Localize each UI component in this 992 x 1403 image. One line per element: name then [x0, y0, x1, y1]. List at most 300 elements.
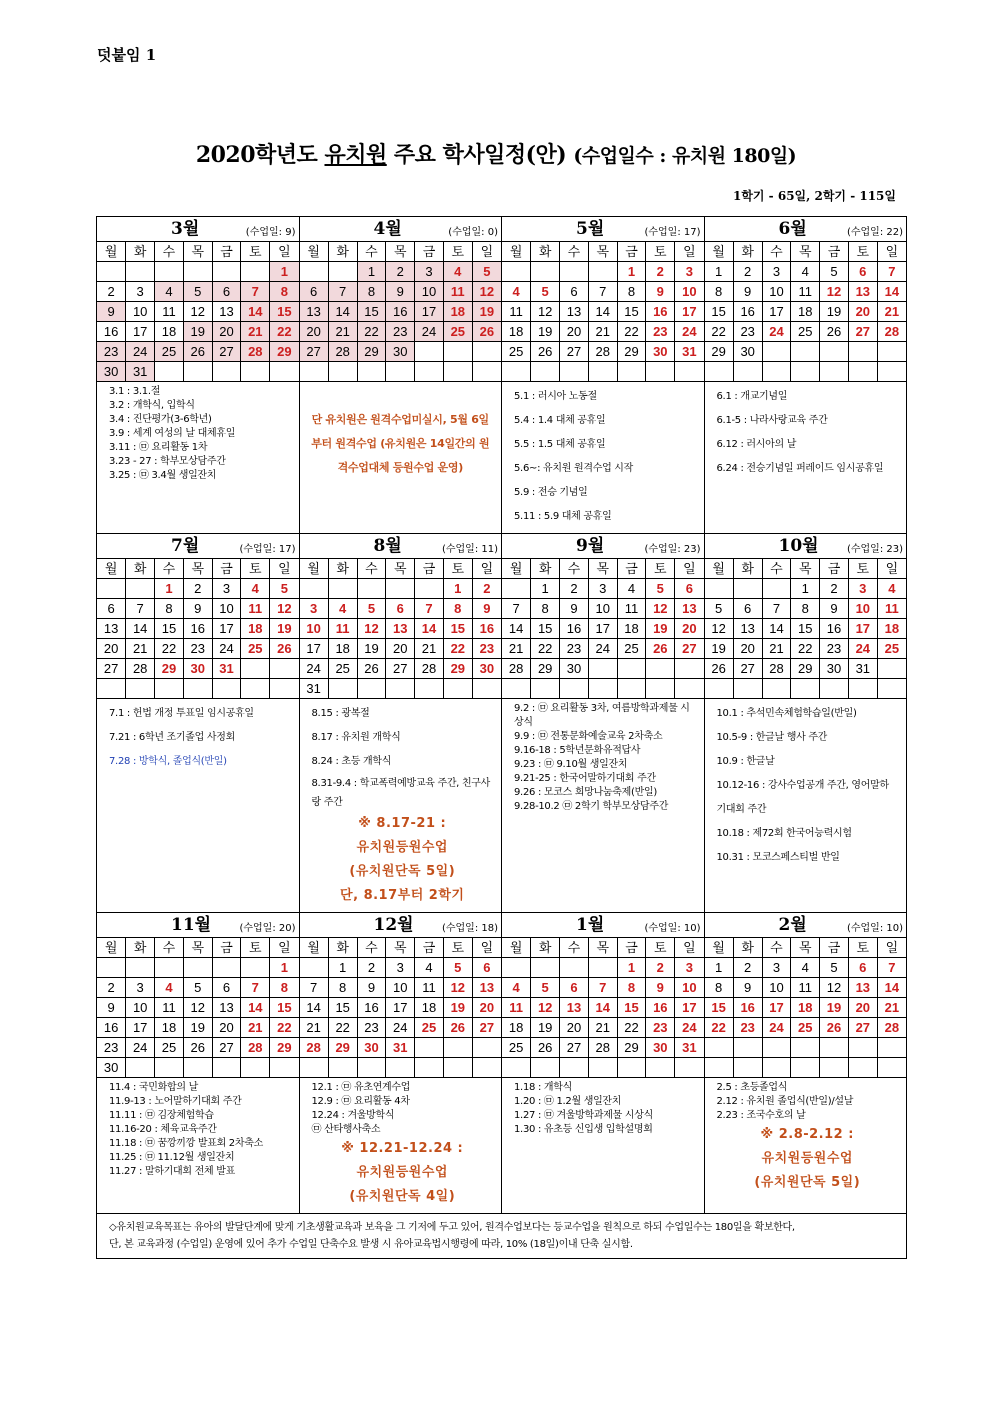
day-20: 20	[300, 322, 329, 342]
day-cell	[300, 579, 329, 599]
day-cell	[97, 679, 126, 699]
day-cell	[472, 1058, 501, 1078]
day-cell	[848, 679, 877, 699]
weekday-label: 토	[241, 938, 270, 958]
day-2: 2	[472, 579, 501, 599]
day-10: 10	[300, 619, 329, 639]
day-20: 20	[733, 639, 762, 659]
month-name: 2월	[778, 915, 807, 935]
day-19: 19	[183, 1018, 212, 1038]
weekday-label: 화	[531, 938, 560, 958]
weekday-label: 목	[588, 938, 617, 958]
day-9: 9	[820, 599, 849, 619]
day-29: 29	[705, 342, 734, 362]
day-cell	[877, 659, 906, 679]
month-events	[705, 382, 907, 533]
month-events	[97, 1078, 299, 1213]
day-cell	[560, 262, 589, 282]
week-row	[300, 619, 502, 639]
day-9: 9	[472, 599, 501, 619]
weekday-label: 금	[820, 938, 849, 958]
day-cell	[241, 1058, 270, 1078]
day-8: 8	[791, 599, 820, 619]
day-12: 12	[820, 282, 849, 302]
day-22: 22	[617, 1018, 646, 1038]
day-4: 4	[241, 579, 270, 599]
day-20: 20	[560, 1018, 589, 1038]
day-cell	[241, 362, 270, 382]
day-26: 26	[531, 342, 560, 362]
instruction-days: (수업일: 18)	[441, 923, 498, 934]
day-cell	[443, 1038, 472, 1058]
event-item: 2.5 : 초등졸업식	[716, 1082, 788, 1093]
month-header	[97, 913, 299, 938]
day-10: 10	[588, 599, 617, 619]
day-24: 24	[415, 322, 444, 342]
week-row	[705, 958, 907, 978]
event-item: 9.2 : ㉤ 요리활동 3차, 여름방학과제물 시상식	[514, 703, 690, 728]
week-row	[705, 659, 907, 679]
week-row	[97, 639, 299, 659]
week-row	[502, 679, 704, 699]
day-30: 30	[97, 362, 126, 382]
week-row	[502, 1038, 704, 1058]
day-cell	[155, 262, 184, 282]
day-25: 25	[791, 1018, 820, 1038]
weekday-label: 토	[848, 938, 877, 958]
title-subtitle: (수업일수 : 유치원 180일)	[573, 145, 797, 167]
day-24: 24	[588, 639, 617, 659]
day-cell	[386, 1058, 415, 1078]
day-16: 16	[386, 302, 415, 322]
day-12: 12	[357, 619, 386, 639]
day-29: 29	[155, 659, 184, 679]
day-23: 23	[820, 639, 849, 659]
day-12: 12	[646, 599, 675, 619]
event-item: 8.24 : 초등 개학식	[311, 756, 392, 767]
day-21: 21	[502, 639, 531, 659]
day-cell	[762, 342, 791, 362]
day-11: 11	[443, 282, 472, 302]
day-27: 27	[733, 659, 762, 679]
event-item: 1.20 : ㉤ 1.2월 생일잔치	[514, 1096, 622, 1107]
week-row	[300, 998, 502, 1018]
month-header	[705, 913, 907, 938]
day-20: 20	[848, 302, 877, 322]
day-23: 23	[472, 639, 501, 659]
day-10: 10	[126, 302, 155, 322]
day-10: 10	[762, 282, 791, 302]
day-cell	[212, 362, 241, 382]
day-1: 1	[617, 958, 646, 978]
day-26: 26	[472, 322, 501, 342]
day-15: 15	[617, 302, 646, 322]
instruction-days: (수업일: 0)	[448, 227, 498, 238]
day-4: 4	[502, 282, 531, 302]
event-item: 3.4 : 진단평가(3-6학년)	[109, 414, 212, 425]
week-row	[705, 579, 907, 599]
day-22: 22	[443, 639, 472, 659]
week-row	[300, 322, 502, 342]
day-10: 10	[762, 978, 791, 998]
day-cell	[733, 679, 762, 699]
weekday-label: 목	[791, 559, 820, 579]
weekday-label: 금	[415, 242, 444, 262]
week-row	[97, 619, 299, 639]
day-20: 20	[386, 639, 415, 659]
week-row	[97, 998, 299, 1018]
day-4: 4	[443, 262, 472, 282]
weekday-row	[502, 559, 704, 579]
month-events	[300, 1078, 502, 1213]
day-12: 12	[183, 998, 212, 1018]
day-2: 2	[386, 262, 415, 282]
week-row	[502, 659, 704, 679]
month-grid	[300, 242, 502, 382]
weekday-label: 화	[531, 242, 560, 262]
instruction-days: (수업일: 23)	[846, 544, 903, 555]
day-cell	[155, 362, 184, 382]
weekday-label: 금	[820, 242, 849, 262]
day-30: 30	[357, 1038, 386, 1058]
day-3: 3	[126, 282, 155, 302]
event-item: 3.23 - 27 : 학부모상담주간	[109, 456, 226, 467]
day-26: 26	[183, 342, 212, 362]
day-31: 31	[386, 1038, 415, 1058]
month-events	[502, 1078, 704, 1213]
day-7: 7	[588, 282, 617, 302]
day-24: 24	[386, 1018, 415, 1038]
day-6: 6	[472, 958, 501, 978]
day-cell	[300, 958, 329, 978]
month-grid	[705, 559, 907, 699]
day-11: 11	[877, 599, 906, 619]
day-24: 24	[762, 1018, 791, 1038]
day-9: 9	[646, 978, 675, 998]
day-22: 22	[328, 1018, 357, 1038]
day-25: 25	[617, 639, 646, 659]
event-item: 11.4 : 국민화합의 날	[109, 1082, 198, 1093]
weekday-label: 월	[97, 242, 126, 262]
day-cell	[270, 1058, 299, 1078]
month-block	[705, 217, 907, 533]
day-12: 12	[531, 302, 560, 322]
day-28: 28	[877, 322, 906, 342]
day-13: 13	[848, 282, 877, 302]
day-28: 28	[762, 659, 791, 679]
day-27: 27	[472, 1018, 501, 1038]
day-7: 7	[415, 599, 444, 619]
day-31: 31	[300, 679, 329, 699]
day-1: 1	[155, 579, 184, 599]
day-cell	[762, 579, 791, 599]
weekday-label: 월	[300, 938, 329, 958]
day-23: 23	[97, 342, 126, 362]
day-cell	[472, 1038, 501, 1058]
weekday-label: 수	[357, 938, 386, 958]
week-row	[300, 639, 502, 659]
day-2: 2	[820, 579, 849, 599]
day-18: 18	[328, 639, 357, 659]
day-26: 26	[820, 1018, 849, 1038]
day-21: 21	[588, 322, 617, 342]
day-23: 23	[97, 1038, 126, 1058]
event-item: 2.23 : 조국수호의 날	[716, 1110, 806, 1121]
event-item: 11.9-13 : 노어말하기대회 주간	[109, 1096, 242, 1107]
day-cell	[270, 362, 299, 382]
day-21: 21	[241, 1018, 270, 1038]
day-cell	[705, 362, 734, 382]
day-23: 23	[357, 1018, 386, 1038]
day-25: 25	[443, 322, 472, 342]
month-grid	[502, 938, 704, 1078]
week-row	[97, 958, 299, 978]
day-10: 10	[675, 282, 704, 302]
event-item: 10.18 : 제72회 한국어능력시험	[716, 828, 852, 839]
day-13: 13	[386, 619, 415, 639]
day-27: 27	[560, 342, 589, 362]
day-14: 14	[300, 998, 329, 1018]
day-18: 18	[155, 322, 184, 342]
weekday-label: 목	[791, 938, 820, 958]
day-30: 30	[646, 342, 675, 362]
day-9: 9	[646, 282, 675, 302]
event-item: 5.6~: 유치원 원격수업 시작	[514, 463, 634, 474]
month-block	[502, 534, 705, 912]
day-14: 14	[588, 302, 617, 322]
event-item: 8.17 : 유치원 개학식	[311, 732, 401, 743]
day-18: 18	[502, 322, 531, 342]
day-16: 16	[357, 998, 386, 1018]
month-header	[97, 534, 299, 559]
day-4: 4	[791, 262, 820, 282]
day-20: 20	[848, 998, 877, 1018]
day-23: 23	[646, 1018, 675, 1038]
month-name: 5월	[576, 219, 605, 239]
day-18: 18	[502, 1018, 531, 1038]
day-12: 12	[443, 978, 472, 998]
day-14: 14	[328, 302, 357, 322]
day-6: 6	[386, 599, 415, 619]
weekday-label: 월	[705, 938, 734, 958]
day-23: 23	[646, 322, 675, 342]
day-5: 5	[820, 958, 849, 978]
day-cell	[588, 958, 617, 978]
month-grid	[97, 559, 299, 699]
day-28: 28	[588, 1038, 617, 1058]
weekday-label: 토	[848, 559, 877, 579]
event-item: 9.28-10.2 ㉤ 2학기 학부모상담주간	[514, 801, 669, 812]
semester-info: 1학기 - 65일, 2학기 - 115일	[732, 189, 896, 203]
day-cell	[357, 679, 386, 699]
event-item: 6.1 : 개교기념일	[716, 391, 788, 402]
day-6: 6	[560, 282, 589, 302]
day-1: 1	[705, 958, 734, 978]
day-28: 28	[126, 659, 155, 679]
event-item: 6.24 : 전승기념일 퍼레이드 임시공휴일	[716, 463, 884, 474]
day-cell	[560, 679, 589, 699]
day-cell	[617, 362, 646, 382]
event-item: 6.1-5 : 나라사랑교육 주간	[716, 415, 828, 426]
month-name: 11월	[171, 915, 212, 935]
day-17: 17	[386, 998, 415, 1018]
week-row	[97, 322, 299, 342]
weekday-label: 월	[502, 559, 531, 579]
day-26: 26	[820, 322, 849, 342]
weekday-label: 수	[155, 938, 184, 958]
day-cell	[155, 1058, 184, 1078]
day-1: 1	[791, 579, 820, 599]
week-row	[705, 599, 907, 619]
week-row	[300, 579, 502, 599]
day-cell	[705, 1038, 734, 1058]
day-13: 13	[560, 302, 589, 322]
day-11: 11	[617, 599, 646, 619]
weekday-label: 화	[126, 242, 155, 262]
day-31: 31	[126, 362, 155, 382]
day-5: 5	[357, 599, 386, 619]
day-7: 7	[241, 978, 270, 998]
day-21: 21	[126, 639, 155, 659]
weekday-label: 월	[300, 242, 329, 262]
day-5: 5	[531, 282, 560, 302]
month-grid	[705, 242, 907, 382]
day-8: 8	[531, 599, 560, 619]
weekday-label: 일	[877, 559, 906, 579]
weekday-label: 월	[300, 559, 329, 579]
week-row	[502, 1058, 704, 1078]
day-cell	[357, 579, 386, 599]
day-25: 25	[877, 639, 906, 659]
event-item: 3.2 : 개학식, 입학식	[109, 400, 195, 411]
day-cell	[762, 362, 791, 382]
day-8: 8	[617, 282, 646, 302]
day-18: 18	[617, 619, 646, 639]
day-3: 3	[762, 958, 791, 978]
weekday-label: 월	[97, 938, 126, 958]
week-row	[705, 282, 907, 302]
day-cell	[646, 362, 675, 382]
day-cell	[617, 659, 646, 679]
day-14: 14	[126, 619, 155, 639]
day-29: 29	[617, 1038, 646, 1058]
footer-line: ◇유치원교육목표는 유아의 발달단계에 맞게 기초생활교육과 보육을 그 기저에 두고 있어, 원격수업보다는 등교수업을 원칙으로 하되 수업일수는 180일을 확보한다,	[109, 1222, 795, 1233]
day-5: 5	[531, 978, 560, 998]
day-11: 11	[241, 599, 270, 619]
day-13: 13	[472, 978, 501, 998]
event-item: 11.25 : ㉤ 11.12월 생일잔치	[109, 1152, 235, 1163]
day-cell	[531, 262, 560, 282]
day-cell	[733, 362, 762, 382]
day-6: 6	[212, 978, 241, 998]
day-1: 1	[270, 262, 299, 282]
day-cell	[588, 362, 617, 382]
day-2: 2	[357, 958, 386, 978]
day-24: 24	[126, 1038, 155, 1058]
day-cell	[877, 679, 906, 699]
weekday-label: 수	[155, 559, 184, 579]
day-cell	[357, 362, 386, 382]
day-22: 22	[705, 1018, 734, 1038]
day-cell	[848, 362, 877, 382]
instruction-days: (수업일: 23)	[644, 544, 701, 555]
day-cell	[531, 958, 560, 978]
instruction-days: (수업일: 17)	[239, 544, 296, 555]
day-9: 9	[97, 302, 126, 322]
weekday-label: 금	[617, 938, 646, 958]
weekday-label: 화	[328, 938, 357, 958]
day-25: 25	[328, 659, 357, 679]
week-row	[705, 302, 907, 322]
week-row	[705, 998, 907, 1018]
weekday-row	[300, 938, 502, 958]
day-17: 17	[300, 639, 329, 659]
day-cell	[415, 342, 444, 362]
month-block	[97, 217, 300, 533]
week-row	[502, 599, 704, 619]
week-row	[300, 302, 502, 322]
day-10: 10	[126, 998, 155, 1018]
weekday-label: 금	[617, 559, 646, 579]
month-block	[300, 534, 503, 912]
month-grid	[300, 559, 502, 699]
day-7: 7	[762, 599, 791, 619]
weekday-label: 목	[183, 938, 212, 958]
day-25: 25	[155, 342, 184, 362]
week-row	[300, 1058, 502, 1078]
day-8: 8	[443, 599, 472, 619]
weekday-label: 월	[97, 559, 126, 579]
day-9: 9	[733, 282, 762, 302]
day-cell	[126, 958, 155, 978]
month-header	[502, 913, 704, 938]
day-cell	[443, 342, 472, 362]
day-cell	[646, 1058, 675, 1078]
week-row	[705, 1058, 907, 1078]
day-5: 5	[443, 958, 472, 978]
month-block	[502, 913, 705, 1213]
day-cell	[212, 262, 241, 282]
weekday-label: 수	[560, 559, 589, 579]
day-28: 28	[241, 1038, 270, 1058]
day-6: 6	[848, 262, 877, 282]
weekday-label: 일	[472, 242, 501, 262]
day-cell	[560, 958, 589, 978]
day-17: 17	[126, 322, 155, 342]
day-31: 31	[675, 1038, 704, 1058]
month-events	[300, 382, 502, 533]
weekday-label: 수	[560, 242, 589, 262]
footer-row	[97, 1214, 906, 1258]
day-cell	[212, 958, 241, 978]
weekday-label: 금	[212, 242, 241, 262]
weekday-row	[502, 938, 704, 958]
day-20: 20	[675, 619, 704, 639]
week-row	[502, 262, 704, 282]
month-events	[705, 1078, 907, 1213]
week-row	[97, 362, 299, 382]
day-22: 22	[270, 1018, 299, 1038]
weekday-label: 금	[212, 938, 241, 958]
day-cell	[502, 679, 531, 699]
day-3: 3	[212, 579, 241, 599]
day-19: 19	[443, 998, 472, 1018]
calendar-band	[97, 217, 906, 534]
day-cell	[472, 342, 501, 362]
week-row	[300, 342, 502, 362]
week-row	[502, 619, 704, 639]
day-16: 16	[646, 302, 675, 322]
